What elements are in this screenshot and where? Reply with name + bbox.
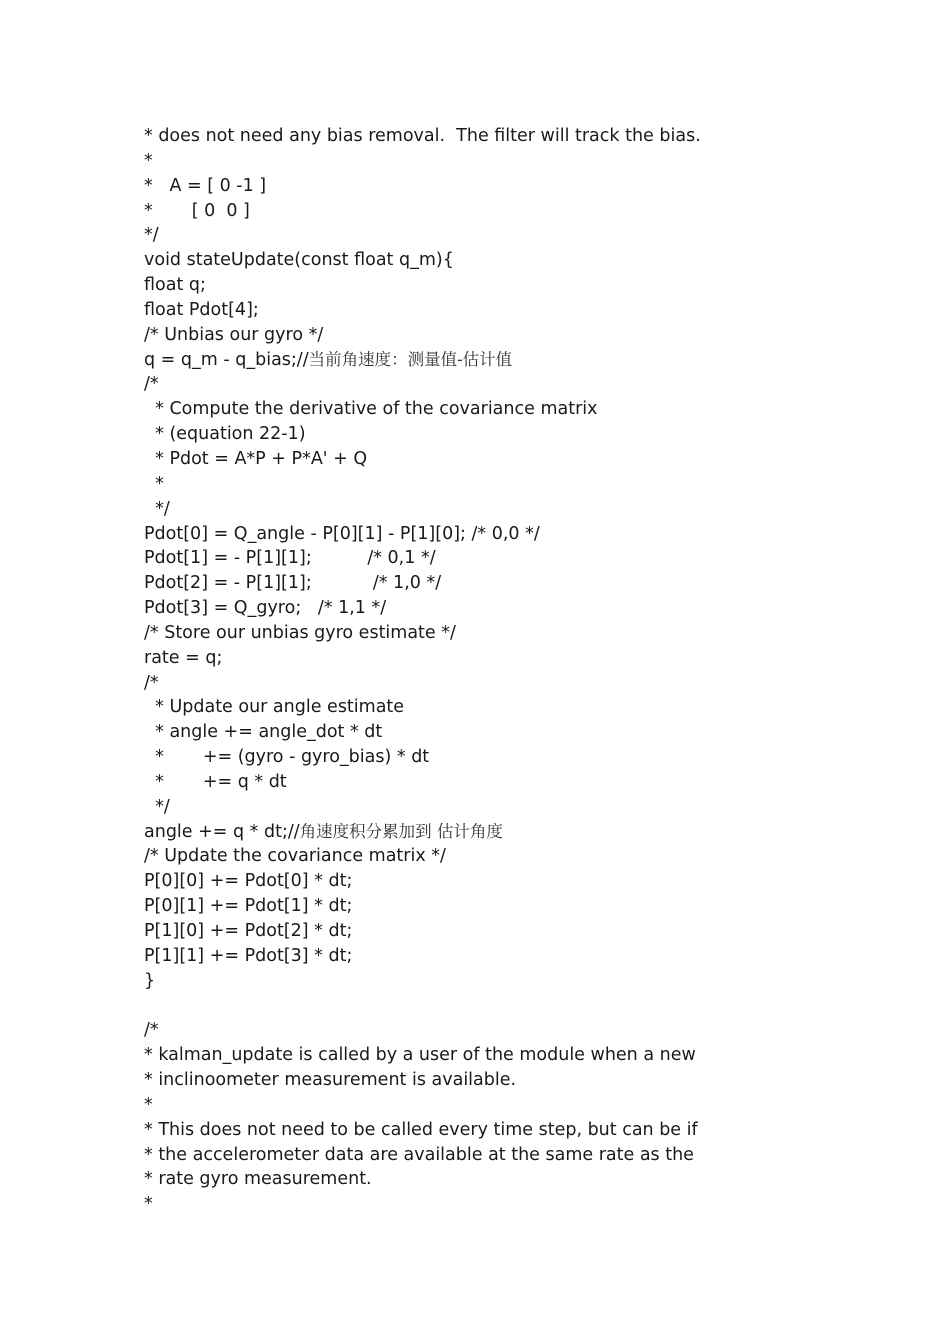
code-line: * A = [ 0 -1 ] [144,175,267,196]
code-listing [144,124,904,1217]
blank-line [144,994,904,1019]
code-line: * Pdot = A*P + P*A' + Q [144,448,368,469]
code-line: * angle += angle_dot * dt [144,722,383,743]
code-line: * rate gyro measurement. [144,1169,372,1190]
code-line: * This does not need to be called every time step, but can be if [144,1119,698,1140]
code-line: /* Store our unbias gyro estimate */ [144,622,456,643]
code-line: * [144,1194,153,1215]
code-line: */ [144,796,170,817]
code-line: /* Unbias our gyro */ [144,324,324,345]
code-line: * [144,473,164,494]
code-line: Pdot[0] = Q_angle - P[0][1] - P[1][0]; /* 0,0 */ [144,523,540,544]
code-line: Pdot[2] = - P[1][1]; /* 1,0 */ [144,573,442,594]
code-line: /* [144,374,159,395]
chinese-comment: 当前角速度：测量值-估计值 [308,349,513,369]
code-line: rate = q; [144,647,223,668]
code-line: * [144,1094,153,1115]
code-line: /* Update the covariance matrix */ [144,846,446,867]
code-line: float q; [144,275,206,296]
code-line: float Pdot[4]; [144,299,259,320]
code-line: /* [144,672,159,693]
code-line: * the accelerometer data are available at the same rate as the [144,1144,694,1165]
code-line: * Compute the derivative of the covariance matrix [144,399,598,420]
code-line: * inclinoometer measurement is available. [144,1070,517,1091]
code-line: /* [144,1020,159,1041]
code-line: void stateUpdate(const float q_m){ [144,250,454,271]
code-text: angle += q * dt;// [144,821,300,842]
code-line-with-comment [144,820,904,845]
code-line: } [144,970,156,991]
code-line: P[0][0] += Pdot[0] * dt; [144,871,353,892]
code-text: q = q_m - q_bias;// [144,349,309,370]
code-line: * does not need any bias removal. The filter will track the bias. [144,126,701,146]
code-line: * += (gyro - gyro_bias) * dt [144,747,430,768]
code-line: Pdot[1] = - P[1][1]; /* 0,1 */ [144,548,436,569]
code-line: Pdot[3] = Q_gyro; /* 1,1 */ [144,598,387,619]
code-line: */ [144,225,159,246]
code-line: * Update our angle estimate [144,697,405,718]
code-line: P[0][1] += Pdot[1] * dt; [144,896,353,917]
code-line: P[1][0] += Pdot[2] * dt; [144,921,353,941]
code-line: * [144,150,153,171]
code-line-with-comment [144,348,904,373]
code-line: * kalman_update is called by a user of the module when a new [144,1045,696,1066]
code-line: */ [144,498,170,519]
chinese-comment: 角速度积分累加到 估计角度 [299,821,503,841]
code-line: P[1][1] += Pdot[3] * dt; [144,945,353,966]
code-line: * (equation 22-1) [144,424,306,445]
code-line: * += q * dt [144,771,287,792]
code-line: * [ 0 0 ] [144,200,250,221]
